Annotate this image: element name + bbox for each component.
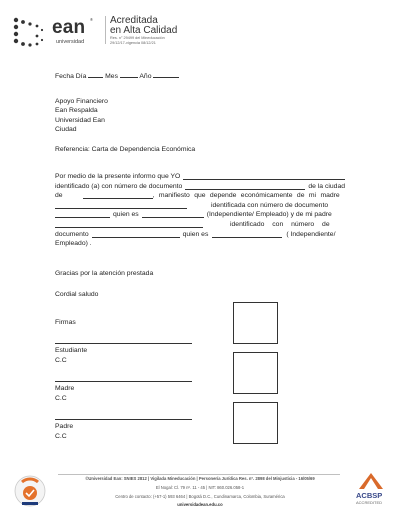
father-signature-block xyxy=(55,422,73,442)
paragraph-line-7: documento quien es ( Independiente/ xyxy=(55,230,336,238)
footer-website[interactable]: universidadean.edu.co xyxy=(177,502,223,507)
footer-address: El Nogal: Cl. 79 nº. 11 - 45 | NIT: 860.026.058-1 xyxy=(155,485,245,490)
date-line xyxy=(55,70,179,81)
day-field[interactable] xyxy=(88,70,103,78)
paragraph-line-4: identificada con número de documento xyxy=(55,201,345,211)
signer-role: Padre xyxy=(55,423,74,430)
year-field[interactable] xyxy=(153,70,179,78)
accreditation-title xyxy=(110,16,177,36)
signer-cc: C.C xyxy=(55,395,67,402)
acbsp-logo-icon xyxy=(357,472,385,490)
greeting-line: Cordial saludo xyxy=(55,291,99,298)
address-line: Ean Respalda xyxy=(55,107,98,115)
paragraph-line-2: identificado (a) con número de documento de la ciudad xyxy=(55,182,345,190)
student-signature-block xyxy=(55,346,87,366)
paragraph-line-5: quien es (Independiente/ Empleado) y de mi padre xyxy=(55,210,345,220)
mother-name-field[interactable] xyxy=(55,201,187,209)
address-line: Apoyo Financiero xyxy=(55,98,108,105)
recipient-address xyxy=(55,97,108,135)
father-name-field[interactable] xyxy=(55,220,203,228)
mes-label: Mes xyxy=(105,73,118,80)
header-divider xyxy=(105,16,106,44)
mother-fingerprint-box[interactable] xyxy=(233,352,278,394)
footer-divider xyxy=(58,474,340,475)
acbsp-label: ACBSP xyxy=(356,491,383,500)
signatures-label: Firmas xyxy=(55,319,76,326)
dependency-paragraph xyxy=(55,172,345,249)
signer-role: Estudiante xyxy=(55,347,88,354)
mother-signature-block xyxy=(55,384,74,404)
paragraph-line-8: Empleado) . xyxy=(55,240,92,248)
accreditation-resolution xyxy=(110,36,165,46)
father-occupation-field[interactable] xyxy=(212,230,282,238)
accreditation-line-1: Acreditada xyxy=(110,15,158,26)
address-line: Universidad Ean xyxy=(55,116,105,124)
accreditation-small-2: 29/12/17-vigencia 08/12/21 xyxy=(110,41,156,45)
student-name-field[interactable] xyxy=(183,172,345,180)
city-field[interactable] xyxy=(83,191,153,199)
mother-document-field[interactable] xyxy=(55,210,110,218)
reference-line: Referencia: Carta de Dependencia Económica xyxy=(55,146,196,153)
father-fingerprint-box[interactable] xyxy=(233,402,278,444)
signer-role: Madre xyxy=(55,385,75,392)
ean-logo-dots xyxy=(12,16,44,48)
signer-cc: C.C xyxy=(55,433,67,440)
accreditation-small-1: Res. n° 29499 del Mineducación xyxy=(110,36,165,40)
footer-legal: ©Universidad Ean: SNIES 2812 | Vigilada Mineducación | Personería Jurídica Res. nº. 2898 del Minjusticia - 16/05/69 xyxy=(85,476,315,481)
footer-contact: Centro de contacto: (+57-1) 593 6464 | Bogotá D.C., Cundinamarca, Colombia, Suramérica xyxy=(115,494,285,499)
month-field[interactable] xyxy=(120,70,138,78)
mother-occupation-field[interactable] xyxy=(142,210,204,218)
student-fingerprint-box[interactable] xyxy=(233,302,278,344)
accreditation-line-2: en Alta Calidad xyxy=(110,25,178,36)
fecha-label: Fecha Día xyxy=(55,73,87,80)
paragraph-line-1: Por medio de la presente informo que YO xyxy=(55,172,345,182)
address-line: Ciudad xyxy=(55,126,77,134)
student-signature-line[interactable] xyxy=(55,343,192,344)
paragraph-line-6: identificado con número de xyxy=(55,220,345,230)
thanks-line: Gracias por la atención prestada xyxy=(55,270,154,277)
anio-label: Año xyxy=(139,73,152,80)
mother-signature-line[interactable] xyxy=(55,381,192,382)
student-document-field[interactable] xyxy=(185,182,305,190)
brand-registered-mark: ® xyxy=(90,17,93,22)
brand-subtitle: universidad xyxy=(56,39,85,45)
brand-name: ean xyxy=(52,17,86,38)
father-document-field[interactable] xyxy=(92,230,180,238)
father-signature-line[interactable] xyxy=(55,419,192,420)
paragraph-line-3: de , manifiesto que depende económicamente de mi madre xyxy=(55,192,340,200)
acbsp-sublabel: ACCREDITED xyxy=(356,500,383,505)
signer-cc: C.C xyxy=(55,357,67,364)
